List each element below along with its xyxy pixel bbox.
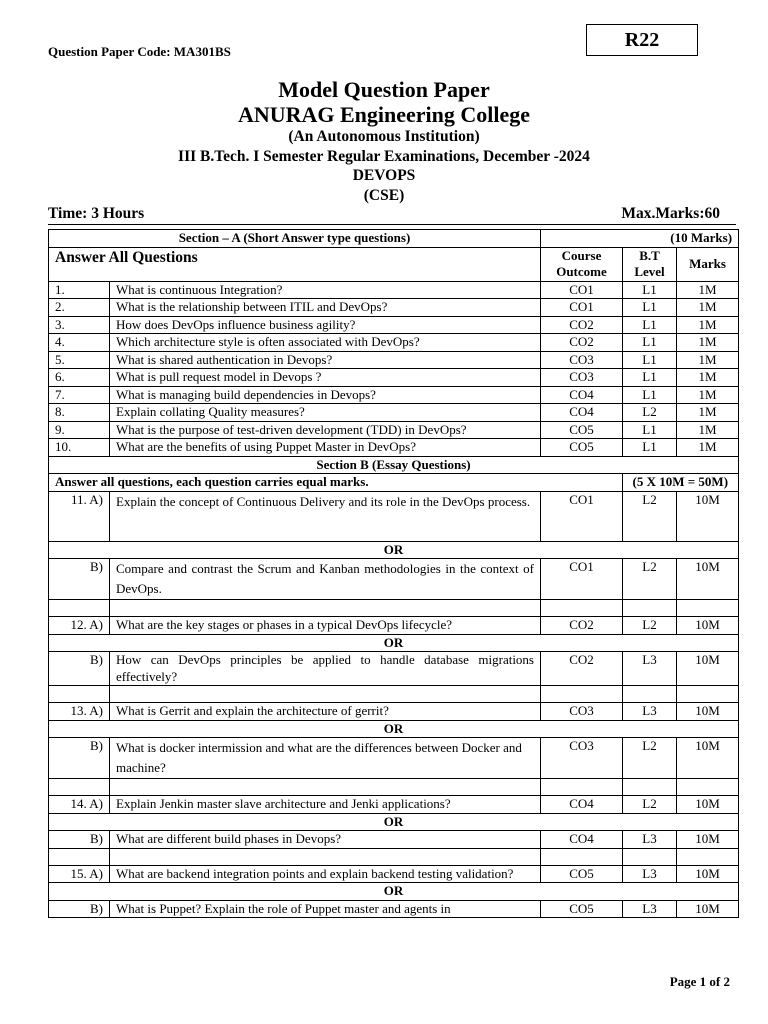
q-co: CO5 [541,900,623,918]
or-label: OR [49,541,739,559]
q-text: Explain collating Quality measures? [110,404,541,422]
q-co: CO2 [541,617,623,635]
q-marks: 10M [677,703,739,721]
or-label: OR [49,634,739,652]
q-marks: 10M [677,559,739,600]
q-bt: L2 [623,404,677,422]
question-table [48,229,739,918]
q-number: 2. [49,299,110,317]
q-marks: 10M [677,738,739,779]
q-co: CO3 [541,738,623,779]
col-bt-level: B.T Level [623,247,677,281]
table-row [49,559,739,600]
spacer-row [49,848,739,865]
q-text: Which architecture style is often associated with DevOps? [110,334,541,352]
table-row [49,299,739,317]
or-label: OR [49,883,739,901]
page-number: Page 1 of 2 [669,974,730,989]
college-name: ANURAG Engineering College [237,102,531,127]
section-a-instruction: Answer All Questions [49,247,541,281]
table-row [49,421,739,439]
spacer-row [49,779,739,796]
q-number: B) [49,900,110,918]
q-number: 5. [49,351,110,369]
q-bt: L1 [623,369,677,387]
q-bt: L3 [623,703,677,721]
table-row [49,334,739,352]
q-co: CO2 [541,316,623,334]
table-row [49,900,739,918]
regulation-box: R22 [586,24,698,56]
q-marks: 10M [677,865,739,883]
table-row [49,386,739,404]
table-row [49,831,739,849]
q-marks: 1M [677,351,739,369]
section-b-marks: (5 X 10M = 50M) [623,474,739,492]
q-text: What is continuous Integration? [110,281,541,299]
or-row [49,634,739,652]
table-row [49,652,739,686]
q-bt: L1 [623,421,677,439]
q-co: CO2 [541,652,623,686]
q-number: 3. [49,316,110,334]
q-marks: 1M [677,316,739,334]
section-b-instruction: Answer all questions, each question carries equal marks. [49,474,623,492]
table-row [49,316,739,334]
exam-name: III B.Tech. I Semester Regular Examinations, December -2024 [178,148,590,165]
q-bt: L1 [623,351,677,369]
q-co: CO4 [541,386,623,404]
table-row [49,865,739,883]
column-header-row [49,247,739,281]
q-bt: L1 [623,439,677,457]
table-row [49,796,739,814]
q-bt: L2 [623,491,677,541]
q-number: 9. [49,421,110,439]
q-text: Compare and contrast the Scrum and Kanban methodologies in the context of DevOps. [110,559,541,600]
table-row [49,703,739,721]
table-row [49,617,739,635]
q-co: CO1 [541,559,623,600]
q-marks: 10M [677,491,739,541]
section-b-header-row [49,456,739,474]
q-text: What is shared authentication in Devops? [110,351,541,369]
q-text: Explain Jenkin master slave architecture and Jenki applications? [110,796,541,814]
q-marks: 10M [677,796,739,814]
q-number: 7. [49,386,110,404]
q-marks: 1M [677,386,739,404]
table-row [49,491,739,541]
q-number: B) [49,652,110,686]
q-number: 8. [49,404,110,422]
q-text: What is the purpose of test-driven development (TDD) in DevOps? [110,421,541,439]
q-bt: L2 [623,738,677,779]
table-row [49,369,739,387]
q-marks: 10M [677,617,739,635]
q-marks: 10M [677,652,739,686]
q-co: CO5 [541,865,623,883]
q-marks: 1M [677,281,739,299]
q-bt: L1 [623,316,677,334]
q-co: CO3 [541,351,623,369]
q-co: CO4 [541,796,623,814]
q-number: 12. A) [49,617,110,635]
q-bt: L3 [623,831,677,849]
table-row [49,404,739,422]
section-b-title: Section B (Essay Questions) [49,456,739,474]
q-number: 14. A) [49,796,110,814]
max-marks: Max.Marks:60 [621,205,720,222]
q-bt: L2 [623,617,677,635]
q-marks: 10M [677,831,739,849]
q-number: B) [49,559,110,600]
q-marks: 1M [677,421,739,439]
q-bt: L3 [623,652,677,686]
q-co: CO1 [541,281,623,299]
q-number: 15. A) [49,865,110,883]
q-text: What is the relationship between ITIL and DevOps? [110,299,541,317]
q-number: 4. [49,334,110,352]
q-text: What is managing build dependencies in Devops? [110,386,541,404]
q-number: 13. A) [49,703,110,721]
section-a-marks: (10 Marks) [541,230,739,248]
q-co: CO5 [541,421,623,439]
q-co: CO1 [541,491,623,541]
q-co: CO5 [541,439,623,457]
or-row [49,813,739,831]
q-marks: 1M [677,439,739,457]
section-a-title: Section – A (Short Answer type questions) [49,230,541,248]
section-b-instruction-row [49,474,739,492]
header-divider [48,224,736,225]
q-text: What are different build phases in Devops? [110,831,541,849]
q-co: CO4 [541,404,623,422]
q-text: What are the key stages or phases in a typical DevOps lifecycle? [110,617,541,635]
q-text: What are the benefits of using Puppet Master in DevOps? [110,439,541,457]
q-co: CO3 [541,703,623,721]
or-label: OR [49,813,739,831]
q-text: What is docker intermission and what are the differences between Docker and machine? [110,738,541,779]
q-bt: L3 [623,900,677,918]
table-row [49,439,739,457]
question-paper-code: Question Paper Code: MA301BS [48,44,231,59]
or-row [49,883,739,901]
q-marks: 1M [677,404,739,422]
q-bt: L1 [623,299,677,317]
branch-name: (CSE) [363,187,405,204]
q-marks: 1M [677,369,739,387]
q-text: What is Gerrit and explain the architecture of gerrit? [110,703,541,721]
q-bt: L2 [623,796,677,814]
spacer-row [49,600,739,617]
q-text: How does DevOps influence business agility? [110,316,541,334]
table-row [49,281,739,299]
q-bt: L3 [623,865,677,883]
q-bt: L1 [623,281,677,299]
q-bt: L1 [623,386,677,404]
subject-name: DEVOPS [352,167,416,184]
q-number: B) [49,831,110,849]
or-label: OR [49,720,739,738]
section-a-header-row [49,230,739,248]
q-marks: 10M [677,900,739,918]
q-bt: L2 [623,559,677,600]
q-co: CO4 [541,831,623,849]
q-number: 1. [49,281,110,299]
paper-title: Model Question Paper [278,77,490,102]
q-number: 11. A) [49,491,110,541]
q-text: What is Puppet? Explain the role of Puppet master and agents in [110,900,541,918]
q-marks: 1M [677,299,739,317]
q-number: B) [49,738,110,779]
q-text: How can DevOps principles be applied to handle database migrations effectively? [110,652,541,686]
time-allowed: Time: 3 Hours [48,205,145,222]
q-text: What is pull request model in Devops ? [110,369,541,387]
q-bt: L1 [623,334,677,352]
q-co: CO1 [541,299,623,317]
q-text: Explain the concept of Continuous Delivery and its role in the DevOps process. [110,491,541,541]
or-row [49,720,739,738]
col-course-outcome: Course Outcome [541,247,623,281]
col-marks: Marks [677,247,739,281]
spacer-row [49,686,739,703]
institution-type: (An Autonomous Institution) [288,128,480,145]
table-row [49,351,739,369]
q-number: 10. [49,439,110,457]
q-marks: 1M [677,334,739,352]
table-row [49,738,739,779]
q-co: CO3 [541,369,623,387]
q-co: CO2 [541,334,623,352]
or-row [49,541,739,559]
q-text: What are backend integration points and explain backend testing validation? [110,865,541,883]
q-number: 6. [49,369,110,387]
